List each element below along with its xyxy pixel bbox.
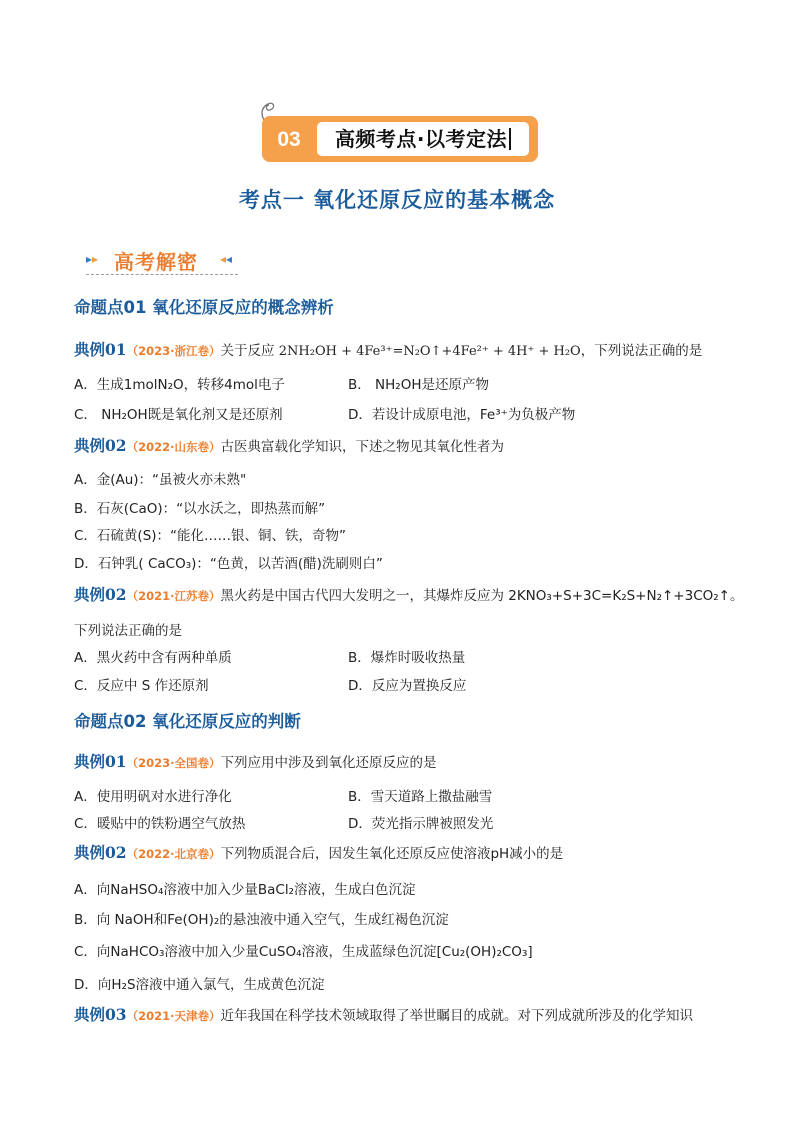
stem-text: 关于反应 bbox=[220, 343, 275, 359]
option-d: D．向H₂S溶液中通入氯气，生成黄色沉淀 bbox=[74, 977, 325, 993]
example-tag: 典例02 bbox=[74, 585, 127, 604]
option-d: D．石钟乳( CaCO₃)：“色黄，以苦酒(醋)洗刷则白” bbox=[74, 556, 383, 572]
example-source: （2022·北京卷） bbox=[126, 847, 221, 861]
option-d: D．若设计成原电池，Fe³⁺为负极产物 bbox=[348, 407, 576, 423]
banner-number: 03 bbox=[277, 128, 301, 151]
example-source: （2021·江苏卷） bbox=[126, 589, 221, 603]
question-stem bbox=[74, 583, 744, 605]
example-source: （2023·全国卷） bbox=[126, 756, 221, 770]
stem-text: 下列物质混合后，因发生氧化还原反应使溶液pH减小的是 bbox=[220, 846, 564, 862]
example-tag: 典例02 bbox=[74, 436, 127, 455]
dashed-divider bbox=[86, 274, 238, 275]
question-stem bbox=[74, 338, 702, 360]
example-source: （2023·浙江卷） bbox=[126, 344, 221, 358]
example-tag: 典例03 bbox=[74, 1005, 127, 1024]
stem-text: 古医典富载化学知识，下述之物见其氧化性者为 bbox=[220, 439, 504, 455]
topic-heading: 命题点01 氧化还原反应的概念辨析 bbox=[74, 298, 334, 317]
example-tag: 典例01 bbox=[74, 752, 127, 771]
question-stem bbox=[74, 841, 563, 863]
example-tag: 典例02 bbox=[74, 843, 127, 862]
option-b: B．向 NaOH和Fe(OH)₂的悬浊液中通入空气，生成红褐色沉淀 bbox=[74, 912, 449, 928]
text-cursor-icon bbox=[509, 128, 511, 150]
page-title: 考点一 氧化还原反应的基本概念 bbox=[238, 188, 556, 212]
option-b: B． NH₂OH是还原产物 bbox=[348, 377, 489, 393]
option-c: C．向NaHCO₃溶液中加入少量CuSO₄溶液，生成蓝绿色沉淀[Cu₂(OH)₂CO₃] bbox=[74, 944, 533, 960]
option-d: D．荧光指示牌被照发光 bbox=[348, 816, 494, 832]
option-a: A．使用明矾对水进行净化 bbox=[74, 789, 232, 805]
option-b: B．石灰(CaO)：“以水沃之，即热蒸而解” bbox=[74, 501, 326, 517]
stem-text: 黑火药是中国古代四大发明之一，其爆炸反应为 2KNO₃+S+3C=K₂S+N₂↑+3CO₂↑。 bbox=[220, 588, 744, 604]
stem-continuation: 下列说法正确的是 bbox=[74, 623, 182, 639]
example-source: （2021·天津卷） bbox=[126, 1009, 221, 1023]
option-c: C． NH₂OH既是氧化剂又是还原剂 bbox=[74, 407, 283, 423]
option-a: A．黑火药中含有两种单质 bbox=[74, 650, 232, 666]
option-a: A．金(Au)：“虽被火亦未熟" bbox=[74, 472, 247, 488]
banner-title: 高频考点·以考定法 bbox=[317, 122, 529, 156]
option-c: C．石硫黄(S)：“能化……银、铜、铁，奇物” bbox=[74, 528, 347, 544]
stem-text: 下列应用中涉及到氧化还原反应的是 bbox=[220, 755, 437, 771]
question-stem bbox=[74, 750, 436, 772]
section-label: 高考解密 bbox=[114, 250, 198, 274]
double-arrow-left-icon: ◂◂ bbox=[220, 252, 233, 266]
option-c: C．暖贴中的铁粉遇空气放热 bbox=[74, 816, 246, 832]
option-a: A．生成1molN₂O，转移4mol电子 bbox=[74, 377, 285, 393]
chemical-equation: 2NH₂OH + 4Fe³⁺=N₂O↑+4Fe²⁺ + 4H⁺ + H₂O bbox=[278, 344, 581, 359]
question-stem bbox=[74, 434, 504, 456]
example-tag: 典例01 bbox=[74, 340, 127, 359]
double-arrow-right-icon: ▸▸ bbox=[86, 252, 99, 266]
option-b: B．雪天道路上撒盐融雪 bbox=[348, 789, 493, 805]
option-b: B．爆炸时吸收热量 bbox=[348, 650, 466, 666]
stem-text: 近年我国在科学技术领域取得了举世瞩目的成就。对下列成就所涉及的化学知识 bbox=[220, 1008, 693, 1024]
topic-heading: 命题点02 氧化还原反应的判断 bbox=[74, 712, 301, 731]
section-banner bbox=[262, 114, 540, 166]
example-source: （2022·山东卷） bbox=[126, 440, 221, 454]
option-d: D．反应为置换反应 bbox=[348, 678, 467, 694]
section-heading bbox=[86, 244, 240, 278]
stem-text: ，下列说法正确的是 bbox=[580, 343, 703, 359]
question-stem bbox=[74, 1003, 693, 1025]
option-a: A．向NaHSO₄溶液中加入少量BaCl₂溶液，生成白色沉淀 bbox=[74, 882, 416, 898]
option-c: C．反应中 S 作还原剂 bbox=[74, 678, 209, 694]
